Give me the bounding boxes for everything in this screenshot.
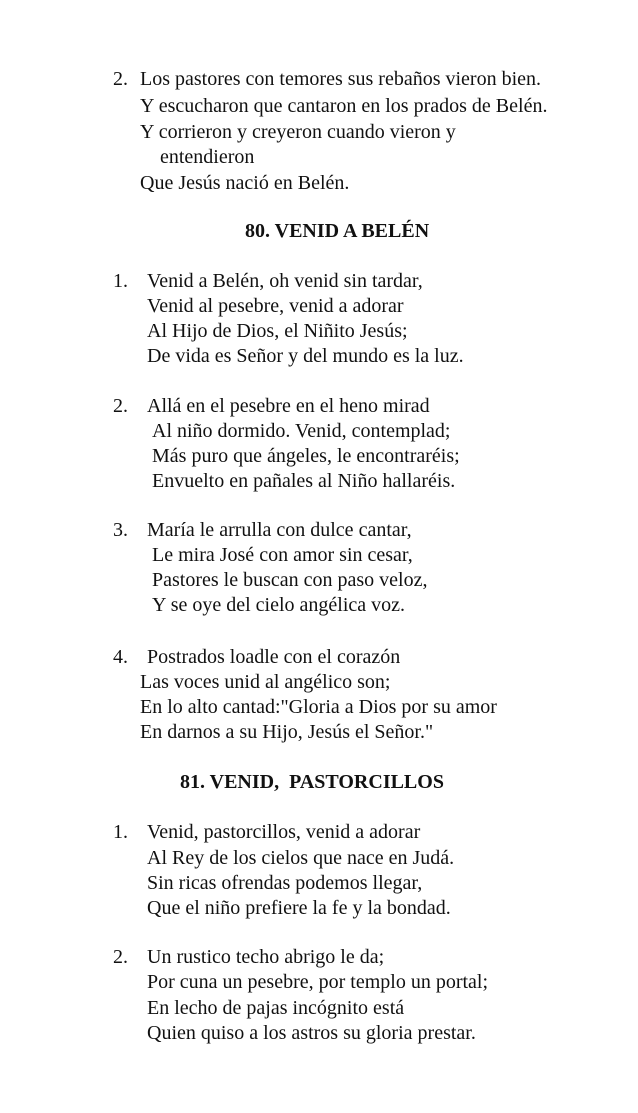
stanza-line: Al Rey de los cielos que nace en Judá. — [147, 847, 455, 869]
stanza-line: Que el niño prefiere la fe y la bondad. — [147, 897, 451, 919]
stanza-line: Le mira José con amor sin cesar, — [152, 544, 413, 566]
stanza-line: Quien quiso a los astros su gloria prestar. — [147, 1022, 476, 1044]
stanza-line: Las voces unid al angélico son; — [140, 671, 391, 693]
stanza-line: En lo alto cantad:"Gloria a Dios por su amor — [140, 696, 497, 718]
stanza-number: 2. — [113, 946, 128, 968]
stanza-line: Y corrieron y creyeron cuando vieron y — [140, 121, 456, 143]
stanza-line: Al Hijo de Dios, el Niñito Jesús; — [147, 320, 408, 342]
stanza-line: Más puro que ángeles, le encontraréis; — [152, 445, 460, 467]
stanza-number: 1. — [113, 270, 128, 292]
stanza-line: Los pastores con temores sus rebaños vieron bien. — [140, 68, 542, 90]
stanza-line: Que Jesús nació en Belén. — [140, 172, 350, 194]
stanza-line: En lecho de pajas incógnito está — [147, 997, 405, 1019]
song-title: 81. VENID, PASTORCILLOS — [180, 771, 444, 793]
stanza-line: María le arrulla con dulce cantar, — [147, 519, 412, 541]
stanza-line: Y se oye del cielo angélica voz. — [152, 594, 406, 616]
stanza-line: Postrados loadle con el corazón — [147, 646, 401, 668]
stanza-line: Un rustico techo abrigo le da; — [147, 946, 385, 968]
stanza-line: Sin ricas ofrendas podemos llegar, — [147, 872, 423, 894]
song-title: 80. VENID A BELÉN — [245, 220, 430, 242]
stanza-line: Y escucharon que cantaron en los prados de Belén. — [140, 95, 548, 117]
stanza-line: Por cuna un pesebre, por templo un portal; — [147, 971, 489, 993]
stanza-number: 4. — [113, 646, 128, 668]
stanza-number: 1. — [113, 821, 128, 843]
stanza-line: De vida es Señor y del mundo es la luz. — [147, 345, 464, 367]
stanza-number: 3. — [113, 519, 128, 541]
stanza-line: Venid a Belén, oh venid sin tardar, — [147, 270, 423, 292]
stanza-line: Envuelto en pañales al Niño hallaréis. — [152, 470, 456, 492]
stanza-line: En darnos a su Hijo, Jesús el Señor." — [140, 721, 434, 743]
stanza-line: Pastores le buscan con paso veloz, — [152, 569, 428, 591]
stanza-line: Venid, pastorcillos, venid a adorar — [147, 821, 421, 843]
stanza-line: Al niño dormido. Venid, contemplad; — [152, 420, 451, 442]
stanza-line: Allá en el pesebre en el heno mirad — [147, 395, 430, 417]
stanza-line: entendieron — [160, 146, 255, 168]
stanza-number: 2. — [113, 395, 128, 417]
stanza-line: Venid al pesebre, venid a adorar — [147, 295, 404, 317]
stanza-number: 2. — [113, 68, 128, 90]
